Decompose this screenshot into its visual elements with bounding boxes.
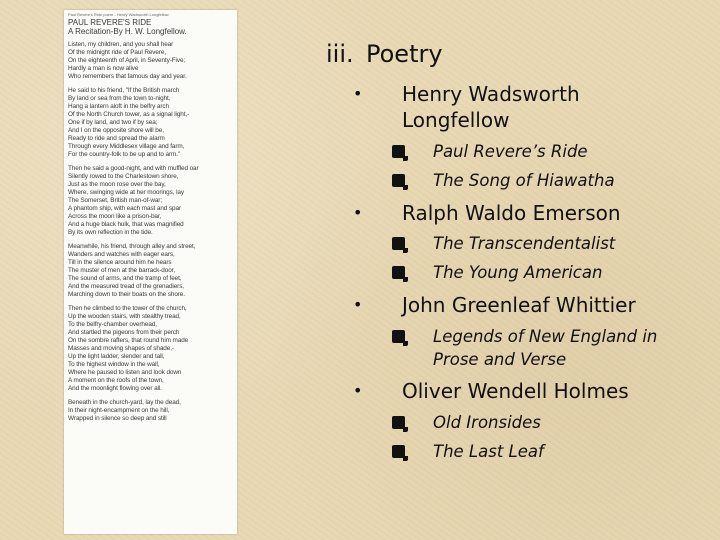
- poem-line: Wanders and watches with eager ears,: [68, 251, 175, 258]
- author-name-line: Oliver Wendell Holmes: [402, 379, 629, 403]
- work-title: The Young American: [433, 263, 603, 282]
- section-title: Poetry: [366, 40, 443, 68]
- poem-stanzas: [68, 41, 234, 423]
- section-number: iii.: [326, 40, 354, 68]
- poem-line: Marching down to their boats on the shore.: [68, 291, 185, 298]
- poem-line: Till in the silence around him he hears: [68, 259, 172, 266]
- poem-stanza: [68, 165, 234, 237]
- poem-stanza: [68, 87, 234, 159]
- poem-stanza: [68, 399, 234, 423]
- poem-line: Up the wooden stairs, with stealthy tread,: [68, 313, 181, 320]
- poem-line: Listen, my children, and you shall hear: [68, 41, 174, 48]
- poem-line: Meanwhile, his friend, through alley and street,: [68, 243, 196, 250]
- bullet-icon: •: [353, 84, 363, 103]
- poem-line: Then he climbed to the tower of the church,: [68, 305, 187, 312]
- poem-line: A moment on the roofs of the town,: [68, 377, 164, 384]
- work-item: [392, 411, 692, 434]
- poem-stanza: [68, 243, 234, 299]
- work-title: The Last Leaf: [433, 442, 544, 461]
- poem-line: Ready to ride and spread the alarm: [68, 135, 165, 142]
- poem-line: And startled the pigeons from their perch: [68, 329, 180, 336]
- poem-line: A phantom ship, with each mast and spar: [68, 205, 181, 212]
- poem-line: Hang a lantern aloft in the belfry arch: [68, 103, 169, 110]
- poem-line: On the eighteenth of April, in Seventy-Five;: [68, 57, 186, 64]
- work-item: [392, 140, 692, 163]
- checkbox-bullet-icon: [392, 445, 405, 458]
- bullet-icon: •: [353, 381, 363, 400]
- poem-line: To the belfry-chamber overhead,: [68, 321, 157, 328]
- checkbox-bullet-icon: [392, 145, 405, 158]
- poem-line: The sound of arms, and the tramp of feet,: [68, 275, 182, 282]
- author-emerson: [353, 200, 693, 226]
- bullet-icon: •: [353, 203, 363, 222]
- work-item: [392, 440, 692, 463]
- poem-stanza: [68, 305, 234, 393]
- poem-line: Through every Middlesex village and farm,: [68, 143, 185, 150]
- poem-line: The Somerset, British man-of-war;: [68, 197, 163, 204]
- scan-header-note: Paul Revere's Ride poem - Henry Wadsworth Longfellow: [68, 12, 169, 17]
- poem-line: And a huge black hulk, that was magnified: [68, 221, 184, 228]
- poem-line: Hardly a man is now alive: [68, 65, 139, 72]
- poem-stanza: [68, 41, 234, 81]
- checkbox-bullet-icon: [392, 174, 405, 187]
- poem-line: By its own reflection in the tide.: [68, 229, 153, 236]
- poem-line: And I on the opposite shore will be,: [68, 127, 164, 134]
- work-title: The Song of Hiawatha: [433, 171, 615, 190]
- work-title: Old Ironsides: [433, 413, 541, 432]
- checkbox-bullet-icon: [392, 330, 405, 343]
- poem-line: Masses and moving shapes of shade,-: [68, 345, 174, 352]
- work-item: [392, 325, 692, 371]
- checkbox-bullet-icon: [392, 416, 405, 429]
- poem-line: The muster of men at the barrack-door,: [68, 267, 176, 274]
- author-name-line: John Greenleaf Whittier: [402, 293, 636, 317]
- poem-line: Of the midnight ride of Paul Revere,: [68, 49, 166, 56]
- poem-line: Wrapped in silence so deep and still: [68, 415, 167, 422]
- poem-line: Where he paused to listen and look down: [68, 369, 182, 376]
- checkbox-bullet-icon: [392, 266, 405, 279]
- author-name-line: Ralph Waldo Emerson: [402, 201, 621, 225]
- poem-line: Up the light ladder, slender and tall,: [68, 353, 165, 360]
- poem-line: One if by land, and two if by sea;: [68, 119, 158, 126]
- work-title: Paul Revere’s Ride: [433, 142, 588, 161]
- poem-line: By land or sea from the town to-night,: [68, 95, 171, 102]
- checkbox-bullet-icon: [392, 237, 405, 250]
- poem-line: Just as the moon rose over the bay,: [68, 181, 166, 188]
- poem-line: Silently rowed to the Charlestown shore,: [68, 173, 179, 180]
- author-name-line: Henry Wadsworth: [402, 82, 580, 106]
- poem-title: PAUL REVERE'S RIDE: [68, 18, 152, 27]
- poem-line: He said to his friend, "If the British march: [68, 87, 180, 94]
- work-title: The Transcendentalist: [433, 234, 616, 253]
- work-item: [392, 261, 692, 284]
- poem-line: Where, swinging wide at her moorings, lay: [68, 189, 184, 196]
- work-item: [392, 232, 692, 255]
- author-longfellow: [353, 81, 693, 133]
- author-name-line: Longfellow: [402, 108, 510, 132]
- poem-line: Of the North Church tower, as a signal light,-: [68, 111, 190, 118]
- poem-line: On the sombre rafters, that round him made: [68, 337, 189, 344]
- poem-line: In their night-encampment on the hill,: [68, 407, 170, 414]
- poem-line: Beneath in the church-yard, lay the dead,: [68, 399, 181, 406]
- poem-byline: A Recitation-By H. W. Longfellow.: [68, 27, 187, 36]
- work-title: Legends of New England in Prose and Verse: [433, 327, 658, 369]
- work-item: [392, 169, 692, 192]
- poem-line: Across the moon like a prison-bar,: [68, 213, 162, 220]
- slide-heading: [326, 40, 443, 68]
- author-holmes: [353, 378, 693, 404]
- poem-line: Who remembers that famous day and year.: [68, 73, 187, 80]
- bullet-icon: •: [353, 295, 363, 314]
- poem-line: To the highest window in the wall,: [68, 361, 160, 368]
- poem-line: And the measured tread of the grenadiers,: [68, 283, 184, 290]
- poem-scan-image: [64, 10, 237, 534]
- poem-line: For the country-folk to be up and to arm.": [68, 151, 181, 158]
- poem-line: Then he said a good-night, and with muffled oar: [68, 165, 199, 172]
- author-whittier: [353, 292, 693, 318]
- poem-line: And the moonlight flowing over all.: [68, 385, 162, 392]
